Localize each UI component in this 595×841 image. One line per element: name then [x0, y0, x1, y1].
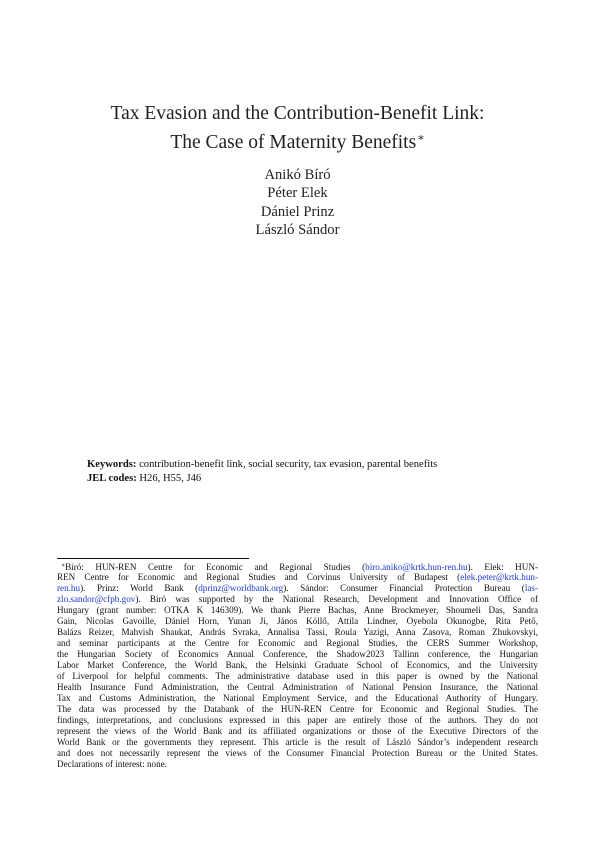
footnote-line: and does not necessarily represent the views of the Consumer Financial Protection Bureau or the United States.: [57, 748, 538, 759]
footnote-line-last: Declarations of interest: none.: [57, 759, 167, 770]
keywords-label: Keywords:: [87, 459, 137, 470]
footnote-text: ). Prinz: World Bank (: [80, 583, 199, 594]
email-link-biro[interactable]: biro.aniko@krtk.hun-ren.hu: [365, 562, 468, 572]
paper-title-line-2: [0, 126, 595, 155]
footnote-line: of Liverpool for helpful comments. The administrative database used in this paper is owned by the National: [57, 671, 538, 682]
footnote-line: Balázs Reizer, Mahvish Shaukat, András Svraka, Annalisa Tassi, Roula Yazigi, Anna Zasova, Roman Zhukovskyi,: [57, 627, 538, 638]
footnote-text: REN Centre for Economic and Regional Studies and Corvinus University of Budapest (: [57, 572, 461, 583]
title-text-2: The Case of Maternity Benefits: [170, 132, 417, 153]
keywords-line: [87, 458, 547, 472]
footnote-line: Hungary (grant number: OTKA K 146309). We thank Pierre Bachas, Anne Brockmeyer, Shoumeli Das, Sandra: [57, 605, 538, 616]
footnote-text: ). Bíró was supported by the National Research, Development and Innovation Office of: [135, 594, 538, 605]
footnote-rule: [57, 558, 249, 559]
jel-codes-text: H26, H55, J46: [139, 472, 202, 484]
email-link-sandor-cont[interactable]: zlo.sandor@cfpb.gov: [57, 594, 136, 605]
footnote-text: ). Sándor: Consumer Financial Protection Bureau (: [283, 583, 525, 594]
footnote-line: Health Insurance Fund Administration, the Central Administration of National Pension Insurance, the National: [57, 682, 538, 693]
footnote-text: Bíró: HUN-REN Centre for Economic and Regional Studies (: [65, 562, 366, 572]
footnote-line: represent the views of the World Bank and its affiliated organizations or those of the Executive Directors of the: [57, 726, 538, 737]
author-name: Dániel Prinz: [260, 203, 335, 220]
keywords-block: [87, 458, 547, 485]
footnote-line: [57, 594, 538, 605]
author-name: László Sándor: [255, 221, 340, 238]
email-link-elek-cont[interactable]: ren.hu: [57, 583, 81, 594]
jel-codes-line: [87, 472, 547, 486]
paper-title-line-1: [0, 101, 595, 126]
footnote-line: [57, 561, 538, 572]
keywords-text: contribution-benefit link, social security, tax evasion, parental benefits: [139, 459, 438, 470]
author-list: [0, 166, 595, 239]
title-text-1: Tax Evasion and the Contribution-Benefit Link:: [110, 103, 485, 124]
footnote-line: and seminar participants at the Centre for Economic and Regional Studies, the CERS Summer Workshop,: [57, 638, 538, 649]
footnote-text: ). Elek: HUN-: [467, 562, 538, 572]
footnote-line: [57, 583, 538, 594]
jel-codes-label: JEL codes:: [87, 472, 137, 484]
email-link-sandor[interactable]: las-: [524, 583, 538, 594]
author-name: Anikó Bíró: [264, 167, 331, 183]
title-footnote-mark[interactable]: ∗: [417, 132, 425, 144]
footnote-mark: ∗: [61, 563, 66, 569]
title-footnote: [57, 561, 538, 770]
footnote-line: Tax and Customs Administration, the National Employment Service, and the Educational Authority of Hungary.: [57, 693, 538, 704]
author-name: Péter Elek: [267, 185, 328, 202]
footnote-line: the Hungarian Society of Economics Annual Conference, the Shadow2023 Tallinn conference, the Hungarian: [57, 649, 538, 660]
email-link-elek[interactable]: elek.peter@krtk.hun-: [460, 572, 538, 583]
email-link-prinz[interactable]: dprinz@worldbank.org: [198, 583, 284, 594]
footnote-line: The data was processed by the Databank of the HUN-REN Centre for Economic and Regional Studies. The: [57, 704, 538, 715]
footnote-line: findings, interpretations, and conclusions expressed in this paper are entirely those of the authors. They do not: [57, 715, 538, 726]
footnote-line: Gain, Nicolas Gavoille, Dániel Horn, Yunan Ji, János Köllő, Attila Lindner, Oyebola Okunogbe, Rita Pető,: [57, 616, 538, 627]
footnote-line: World Bank or the governments they represent. This article is the result of László Sándor’s independent research: [57, 737, 538, 748]
footnote-line: Labor Market Conference, the World Bank, the Helsinki Graduate School of Economics, and the University: [57, 660, 538, 671]
footnote-line: [57, 572, 538, 583]
